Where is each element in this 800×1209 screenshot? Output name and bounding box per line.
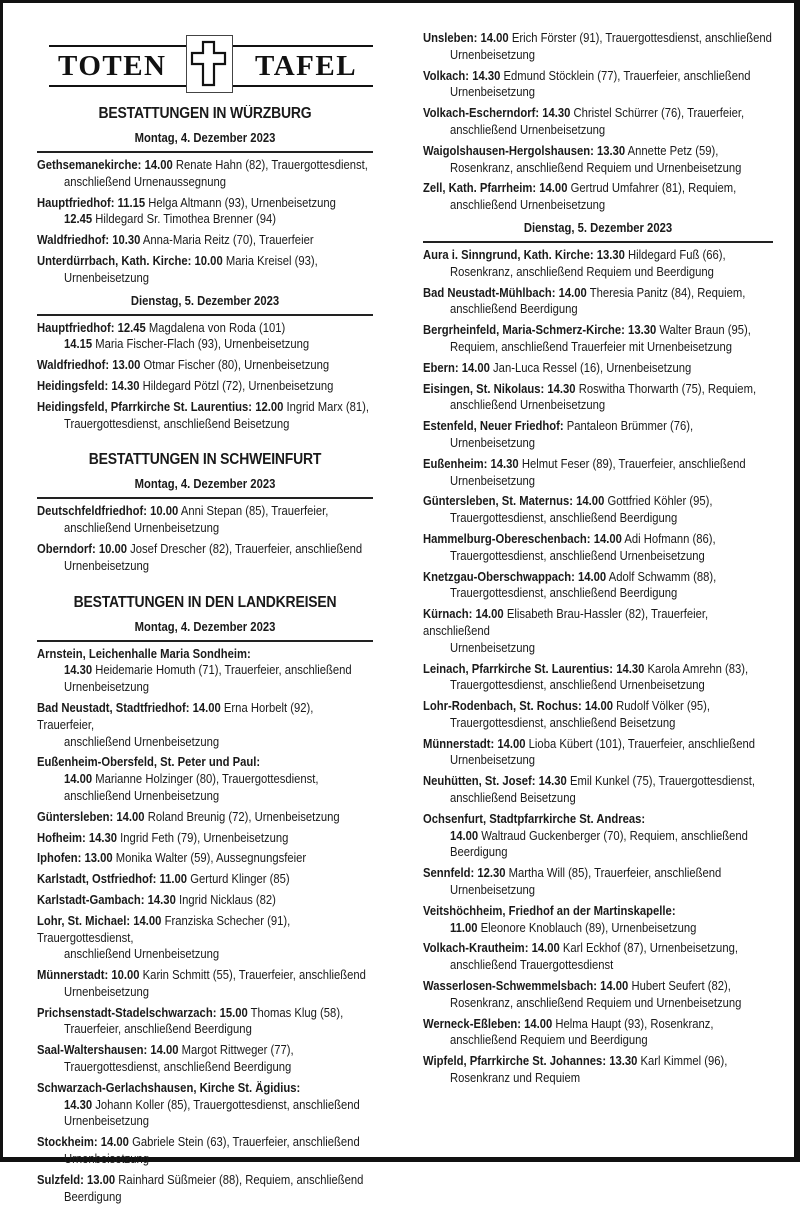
obituary-entry [423, 180, 773, 214]
entry-text: Ingrid Nicklaus (82) [178, 892, 276, 907]
entry-continuation: Requiem, anschließend Trauerfeier mit Urnenbeisetzung [450, 339, 733, 354]
left-flow [37, 104, 373, 1205]
entry-location: Wipfeld, Pfarrkirche St. Johannes: [423, 1054, 607, 1069]
entry-subline [423, 828, 773, 845]
entry-continuation: anschließend Urnenbeisetzung [64, 788, 220, 803]
entry-text: Jan-Luca Ressel (16), Urnenbeisetzung [493, 360, 692, 375]
entry-continuation: anschließend Urnenbeisetzung [450, 198, 606, 213]
obituary-entry [37, 830, 373, 847]
entry-subline [37, 211, 373, 228]
obituary-entry [423, 606, 773, 656]
obituary-entry [37, 892, 373, 909]
entry-sub-text: Heidemarie Homuth (71), Trauerfeier, anschließend [95, 663, 352, 678]
entry-time: 14.00 [584, 699, 614, 714]
section-title: BESTATTUNGEN IN SCHWEINFURT [88, 451, 322, 469]
obituary-entry [37, 232, 373, 249]
entry-location: Waigolshausen-Hergolshausen: [423, 143, 594, 158]
entry-location: Münnerstadt: [423, 736, 495, 751]
entry-time: 12.45 [117, 320, 146, 335]
entry-location: Wasserlosen-Schwemmelsbach: [423, 979, 598, 994]
section-title: BESTATTUNGEN IN WÜRZBURG [98, 105, 312, 122]
obituary-entry [423, 661, 773, 695]
entry-location: Volkach-Escherndorf: [423, 106, 540, 121]
obituary-entry [37, 378, 373, 395]
entry-text: Franziska Schecher (91), Trauergottesdienst, [37, 913, 291, 945]
obituary-entry [37, 253, 373, 287]
entry-continuation: Urnenbeisetzung [450, 640, 536, 655]
entry-location: Münnerstadt: [37, 968, 109, 983]
obituary-entry [423, 381, 773, 415]
date-header [423, 220, 773, 243]
entry-time: 14.30 [547, 381, 576, 396]
obituary-entry [423, 773, 773, 807]
entry-time: 10.00 [111, 968, 140, 983]
entry-text: Hubert Seufert (82), [631, 979, 731, 994]
right-flow [423, 30, 773, 1087]
entry-continuation: anschließend Urnenaussegnung [64, 174, 226, 189]
obituary-entry [423, 143, 773, 177]
entry-sub-time: 14.00 [64, 772, 93, 787]
entry-location: Waldfriedhof: [37, 358, 110, 373]
entry-text: Gerturd Klinger (85) [190, 872, 290, 887]
obituary-entry [37, 871, 373, 888]
entry-location: Karlstadt-Gambach: [37, 892, 145, 907]
entry-text: Helmut Feser (89), Trauerfeier, anschließend [521, 456, 746, 471]
entry-time: 14.30 [88, 830, 118, 845]
entry-continuation: Urnenbeisetzung [64, 558, 150, 573]
date-header [37, 293, 373, 316]
entry-sub-text: Waltraud Guckenberger (70), Requiem, anschließend [481, 828, 748, 843]
obituary-entry [37, 1005, 373, 1039]
date-header [37, 476, 373, 499]
entry-time: 14.00 [144, 158, 173, 172]
entry-time: 13.30 [609, 1054, 638, 1069]
entry-location: Estenfeld, Neuer Friedhof: [423, 419, 564, 434]
entry-location: Veitshöchheim, Friedhof an der Martinskapelle: [423, 903, 676, 918]
entry-text: Renate Hahn (82), Trauergottesdienst, [175, 158, 368, 172]
entry-location: Iphofen: [37, 851, 82, 866]
entry-location: Eußenheim-Obersfeld, St. Peter und Paul: [37, 755, 261, 770]
entry-text: Erich Förster (91), Trauergottesdienst, anschließend [511, 31, 772, 45]
entry-time: 14.00 [475, 607, 504, 622]
entry-subline [37, 1097, 373, 1114]
obituary-entry [423, 493, 773, 527]
entry-continuation: Urnenbeisetzung [450, 883, 536, 898]
entry-text: Maria Kreisel (93), [225, 253, 318, 268]
entry-sub-time: 12.45 [64, 212, 93, 227]
entry-location: Eisingen, St. Nikolaus: [423, 381, 545, 396]
obituary-entry [37, 157, 373, 191]
entry-location: Hammelburg-Obereschenbach: [423, 531, 591, 546]
entry-time: 14.00 [531, 941, 560, 956]
entry-continuation: Rosenkranz, anschließend Requiem und Beerdigung [450, 264, 714, 279]
obituary-entry [423, 940, 773, 974]
entry-time: 14.00 [576, 494, 605, 509]
entry-continuation: anschließend Trauergottesdienst [450, 958, 614, 973]
entry-continuation: Trauerfeier, anschließend Beerdigung [64, 1022, 252, 1037]
date-label: Dienstag, 5. Dezember 2023 [130, 293, 280, 308]
entry-location: Hauptfriedhof: [37, 195, 115, 210]
entry-sub-text: Hildegard Sr. Timothea Brenner (94) [95, 212, 277, 227]
entry-text: Rainhard Süßmeier (88), Requiem, anschließend [118, 1172, 364, 1187]
cross-icon-box [186, 35, 233, 93]
entry-sub-time: 14.30 [64, 1097, 93, 1112]
entry-location: Prichsenstadt-Stadelschwarzach: [37, 1005, 217, 1020]
entry-time: 15.00 [219, 1005, 248, 1020]
entry-subline [37, 771, 373, 788]
entry-location: Bad Neustadt-Mühlbach: [423, 285, 556, 300]
entry-time: 14.00 [600, 979, 629, 994]
obituary-entry [423, 736, 773, 770]
entry-text: Roswitha Thorwarth (75), Requiem, [578, 381, 757, 396]
entry-time: 14.00 [480, 31, 509, 45]
entry-continuation: Trauergottesdienst, anschließend Beerdigung [450, 586, 678, 601]
masthead-word-right: TAFEL [255, 50, 358, 82]
entry-time: 12.00 [255, 399, 284, 414]
obituary-entry [423, 569, 773, 603]
obituary-entry [37, 320, 373, 354]
entry-continuation: Trauergottesdienst, anschließend Urnenbeisetzung [450, 678, 705, 693]
entry-time: 13.00 [112, 358, 141, 373]
entry-location: Heidingsfeld, Pfarrkirche St. Laurentius: [37, 399, 253, 414]
obituary-entry [423, 456, 773, 490]
entry-time: 14.00 [461, 360, 490, 375]
entry-sub-text: Maria Fischer-Flach (93), Urnenbeisetzung [95, 337, 310, 352]
entry-continuation: Rosenkranz und Requiem [450, 1071, 581, 1086]
entry-location: Werneck-Eßleben: [423, 1016, 521, 1031]
entry-time: 12.30 [477, 866, 506, 881]
entry-continuation: anschließend Beisetzung [450, 791, 576, 806]
entry-text: Otmar Fischer (80), Urnenbeisetzung [143, 358, 330, 373]
entry-text: Ingrid Feth (79), Urnenbeisetzung [120, 830, 289, 845]
entry-sub-text: Marianne Holzinger (80), Trauergottesdienst, [95, 772, 319, 787]
entry-continuation: Trauergottesdienst, anschließend Urnenbeisetzung [450, 548, 705, 563]
entry-sub-time: 11.00 [450, 920, 478, 935]
obituary-entry [423, 1016, 773, 1050]
entry-continuation: Urnenbeisetzung [64, 1152, 150, 1167]
entry-time: 13.30 [596, 143, 626, 158]
entry-location: Zell, Kath. Pfarrheim: [423, 181, 537, 196]
obituary-entry [37, 357, 373, 374]
obituary-entry [423, 285, 773, 319]
entry-location: Volkach: [423, 68, 470, 83]
entry-sub-time: 14.30 [64, 663, 93, 678]
entry-continuation: Urnenbeisetzung [450, 85, 536, 100]
entry-time: 14.30 [147, 892, 176, 907]
entry-text: Erna Horbelt (92), Trauerfeier, [37, 700, 314, 732]
obituary-entry [37, 1042, 373, 1076]
masthead-word-left: TOTEN [58, 50, 167, 82]
entry-location: Lohr-Rodenbach, St. Rochus: [423, 699, 582, 714]
obituary-entry [37, 754, 373, 804]
entry-text: Elisabeth Brau-Hassler (82), Trauerfeier, anschließend [423, 607, 709, 638]
entry-text: Theresia Panitz (84), Requiem, [589, 285, 746, 300]
entry-text: Monika Walter (59), Aussegnungsfeier [115, 851, 307, 866]
entry-location: Sulzfeld: [37, 1172, 84, 1187]
entry-location: Unterdürrbach, Kath. Kirche: [37, 253, 192, 268]
entry-time: 14.00 [116, 809, 145, 824]
entry-time: 14.30 [490, 456, 519, 471]
entry-text: Pantaleon Brümmer (76), [566, 419, 694, 434]
obituary-entry [37, 1134, 373, 1168]
entry-time: 14.00 [578, 569, 607, 584]
entry-location: Kürnach: [423, 607, 473, 622]
obituary-entry [37, 967, 373, 1001]
entry-text: Roland Breunig (72), Urnenbeisetzung [147, 809, 340, 824]
entry-time: 14.00 [192, 700, 221, 715]
entry-time: 14.00 [539, 181, 568, 196]
entry-location: Bad Neustadt, Stadtfriedhof: [37, 700, 190, 715]
entry-text: Hildegard Pötzl (72), Urnenbeisetzung [142, 378, 334, 393]
entry-sub-time: 14.00 [450, 828, 479, 843]
entry-location: Sennfeld: [423, 866, 475, 881]
obituary-entry [37, 1172, 373, 1206]
entry-continuation: Trauergottesdienst, anschließend Beerdigung [450, 511, 678, 526]
entry-continuation: anschließend Urnenbeisetzung [450, 398, 606, 413]
entry-location: Eußenheim: [423, 456, 488, 471]
entry-location: Hofheim: [37, 830, 86, 845]
entry-continuation: Trauergottesdienst, anschließend Beisetzung [64, 416, 290, 431]
obituary-entry [37, 541, 373, 575]
entry-time: 13.00 [87, 1172, 116, 1187]
entry-location: Güntersleben: [37, 809, 114, 824]
entry-continuation: Trauergottesdienst, anschließend Beerdigung [64, 1060, 292, 1075]
entry-location: Waldfriedhof: [37, 233, 110, 248]
entry-continuation: Urnenbeisetzung [450, 753, 536, 768]
entry-continuation: Urnenbeisetzung [64, 270, 150, 285]
obituary-entry [423, 978, 773, 1012]
entry-time: 10.00 [194, 253, 223, 268]
entry-time: 14.00 [133, 913, 162, 928]
entry-time: 13.30 [596, 247, 625, 262]
entry-time: 14.00 [497, 736, 526, 751]
obituary-entry [423, 865, 773, 899]
entry-sub-text: Johann Koller (85), Trauergottesdienst, anschließend [95, 1097, 360, 1112]
entry-text: Adolf Schwamm (88), [608, 569, 717, 584]
entry-text: Christel Schürrer (76), Trauerfeier, [573, 106, 745, 121]
entry-text: Magdalena von Roda (101) [148, 320, 286, 335]
entry-time: 14.30 [111, 378, 140, 393]
entry-location: Arnstein, Leichenhalle Maria Sondheim: [37, 646, 251, 661]
entry-text: Ingrid Marx (81), [286, 399, 370, 414]
entry-time: 14.30 [472, 68, 501, 83]
date-header [37, 619, 373, 642]
obituary-entry [423, 360, 773, 377]
entry-text: Anni Stepan (85), Trauerfeier, [180, 504, 329, 519]
masthead [37, 3, 373, 88]
entry-continuation: anschließend Urnenbeisetzung [450, 122, 606, 137]
obituary-entry [423, 531, 773, 565]
entry-text: Adi Hofmann (86), [624, 531, 716, 546]
entry-text: Lioba Kübert (101), Trauerfeier, anschließend [528, 736, 756, 751]
entry-location: Neuhütten, St. Josef: [423, 774, 536, 789]
obituary-entry [37, 850, 373, 867]
entry-continuation: anschließend Urnenbeisetzung [64, 521, 220, 536]
entry-sub-time: 14.15 [64, 337, 93, 352]
entry-location: Lohr, St. Michael: [37, 913, 131, 928]
entry-continuation: Rosenkranz, anschließend Requiem und Urnenbeisetzung [450, 995, 742, 1010]
entry-time: 14.30 [538, 774, 567, 789]
entry-continuation: Urnenbeisetzung [450, 473, 536, 488]
obituary-entry [423, 418, 773, 452]
entry-location: Ochsenfurt, Stadtpfarrkirche St. Andreas: [423, 811, 646, 826]
date-label: Dienstag, 5. Dezember 2023 [523, 220, 673, 235]
entry-location: Stockheim: [37, 1135, 98, 1150]
entry-location: Heidingsfeld: [37, 378, 109, 393]
entry-text: Karl Eckhof (87), Urnenbeisetzung, [562, 941, 738, 956]
date-label: Montag, 4. Dezember 2023 [134, 131, 276, 145]
entry-location: Karlstadt, Ostfriedhof: [37, 872, 157, 887]
entry-text: Karin Schmitt (55), Trauerfeier, anschließend [142, 968, 366, 983]
entry-location: Ebern: [423, 360, 459, 375]
entry-location: Güntersleben, St. Maternus: [423, 494, 574, 509]
entry-location: Unsleben: [423, 31, 478, 45]
entry-continuation: Rosenkranz, anschließend Requiem und Urnenbeisetzung [450, 160, 742, 175]
entry-subline [37, 336, 373, 353]
obituary-entry [423, 322, 773, 356]
left-column [37, 3, 373, 1209]
entry-time: 14.30 [616, 661, 645, 676]
entry-time: 14.00 [593, 531, 622, 546]
entry-time: 14.00 [150, 1043, 179, 1058]
entry-subline [37, 662, 373, 679]
entry-text: Josef Drescher (82), Trauerfeier, anschließend [130, 541, 363, 556]
entry-time: 11.00 [159, 872, 188, 887]
entry-text: Helma Haupt (93), Rosenkranz, [555, 1016, 714, 1031]
entry-text: Hildegard Fuß (66), [628, 247, 726, 262]
entry-text: Gertrud Umfahrer (81), Requiem, [570, 181, 737, 196]
entry-continuation: Beerdigung [450, 845, 508, 860]
entry-continuation: Urnenbeisetzung [64, 984, 150, 999]
entry-continuation: anschließend Urnenbeisetzung [64, 734, 220, 749]
obituary-entry [423, 105, 773, 139]
obituary-entry [423, 698, 773, 732]
cross-icon [187, 36, 231, 91]
entry-time: 14.00 [524, 1016, 553, 1031]
date-label: Montag, 4. Dezember 2023 [134, 477, 276, 492]
entry-text: Annette Petz (59), [627, 143, 719, 158]
obituary-entry [37, 399, 373, 433]
entry-time: 14.00 [100, 1135, 129, 1150]
entry-text: Gabriele Stein (63), Trauerfeier, anschließend [132, 1135, 360, 1150]
entry-subline [423, 920, 773, 937]
entry-continuation: anschließend Beerdigung [450, 302, 578, 317]
entry-time: 10.00 [150, 504, 179, 519]
right-column [423, 3, 773, 1091]
obituary-entry [423, 68, 773, 102]
entry-text: Martha Will (85), Trauerfeier, anschließend [508, 866, 722, 881]
entry-time: 14.00 [558, 285, 587, 300]
entry-text: Karola Amrehn (83), [647, 661, 749, 676]
obituary-entry [37, 809, 373, 826]
entry-sub-text: Eleonore Knoblauch (89), Urnenbeisetzung [480, 920, 697, 935]
entry-text: Emil Kunkel (75), Trauergottesdienst, [569, 774, 756, 789]
obituary-entry [37, 646, 373, 696]
obituary-entry [423, 1053, 773, 1087]
obituary-entry [37, 1080, 373, 1130]
entry-time: 14.30 [542, 106, 571, 121]
entry-continuation: Beerdigung [64, 1189, 122, 1204]
entry-location: Volkach-Krautheim: [423, 941, 529, 956]
entry-location: Aura i. Sinngrund, Kath. Kirche: [423, 247, 594, 262]
obituary-entry [423, 903, 773, 937]
entry-time: 10.00 [98, 541, 128, 556]
entry-continuation: Urnenbeisetzung [450, 435, 536, 450]
obituary-entry [423, 247, 773, 281]
entry-text: Walter Braun (95), [659, 323, 751, 338]
obituary-entry [423, 811, 773, 861]
entry-location: Deutschfeldfriedhof: [37, 504, 148, 519]
entry-location: Gethsemanekirche: [37, 158, 142, 172]
entry-text: Helga Altmann (93), Urnenbeisetzung [148, 195, 336, 210]
entry-time: 11.15 [117, 195, 146, 210]
entry-continuation: Urnenbeisetzung [64, 1114, 150, 1129]
entry-text: Gottfried Köhler (95), [607, 494, 713, 509]
obituary-entry [37, 195, 373, 229]
entry-location: Schwarzach-Gerlachshausen, Kirche St. Ägidius: [37, 1080, 301, 1095]
entry-continuation: anschließend Urnenbeisetzung [64, 947, 220, 962]
obituary-entry [37, 503, 373, 537]
entry-location: Knetzgau-Oberschwappach: [423, 569, 575, 584]
entry-continuation: Urnenbeisetzung [64, 680, 150, 695]
entry-location: Leinach, Pfarrkirche St. Laurentius: [423, 661, 614, 676]
obituary-entry [37, 913, 373, 963]
obituary-entry [37, 700, 373, 750]
entry-continuation: Trauergottesdienst, anschließend Beisetzung [450, 715, 676, 730]
entry-location: Oberndorf: [37, 541, 96, 556]
date-label: Montag, 4. Dezember 2023 [134, 619, 276, 634]
entry-location: Bergrheinfeld, Maria-Schmerz-Kirche: [423, 323, 625, 338]
date-header [37, 130, 373, 153]
entry-text: Rudolf Völker (95), [616, 699, 710, 714]
entry-text: Anna-Maria Reitz (70), Trauerfeier [142, 233, 314, 248]
entry-text: Thomas Klug (58), [250, 1005, 344, 1020]
entry-time: 13.00 [84, 851, 113, 866]
entry-text: Karl Kimmel (96), [640, 1054, 728, 1069]
entry-text: Edmund Stöcklein (77), Trauerfeier, anschließend [503, 68, 751, 83]
section-title: BESTATTUNGEN IN DEN LANDKREISEN [73, 593, 337, 611]
entry-time: 10.30 [112, 233, 141, 248]
entry-time: 13.30 [628, 323, 657, 338]
entry-text: Margot Rittweger (77), [181, 1043, 294, 1058]
entry-location: Saal-Waltershausen: [37, 1043, 148, 1058]
entry-continuation: Urnenbeisetzung [450, 47, 536, 62]
entry-location: Hauptfriedhof: [37, 320, 115, 335]
entry-continuation: anschließend Requiem und Beerdigung [450, 1033, 648, 1048]
obituary-entry [423, 30, 773, 64]
